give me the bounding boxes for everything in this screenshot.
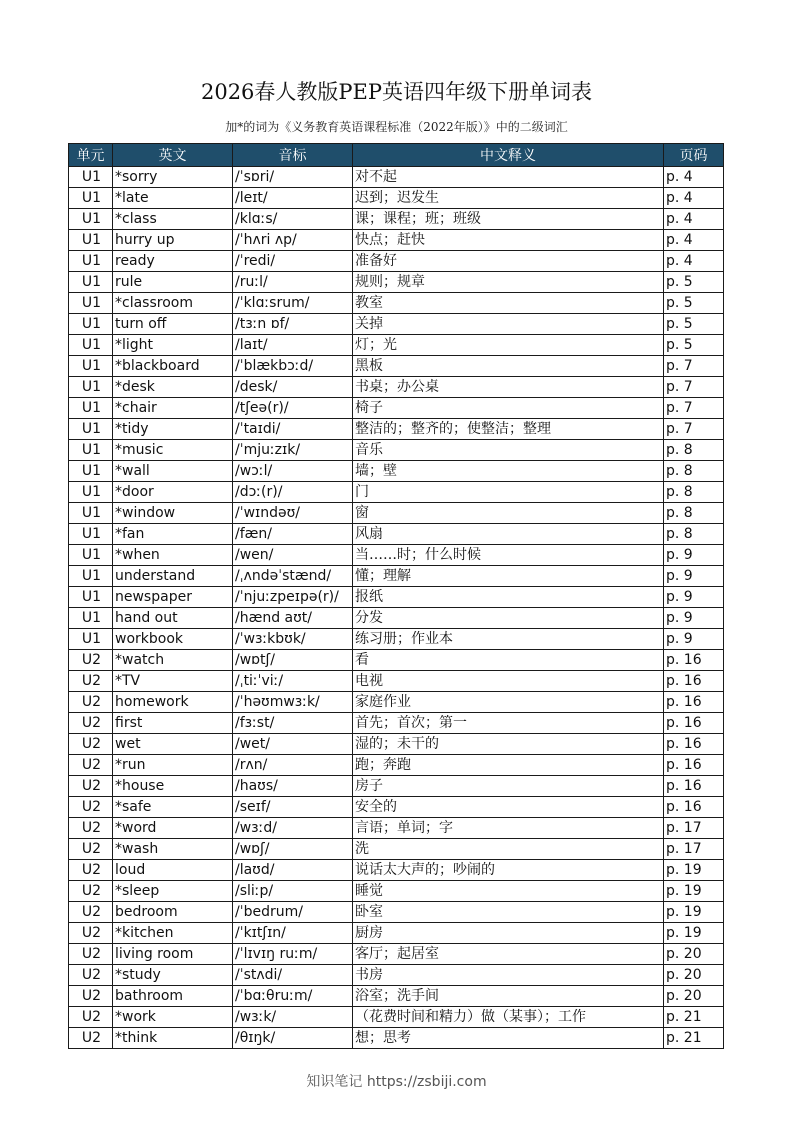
english-word-cell: rule xyxy=(113,272,233,293)
english-word-cell: *word xyxy=(113,818,233,839)
phonetic-cell: /wet/ xyxy=(233,734,353,755)
table-row xyxy=(69,734,724,755)
table-row xyxy=(69,944,724,965)
phonetic-cell: /ˈbedrum/ xyxy=(233,902,353,923)
unit-cell: U2 xyxy=(69,797,113,818)
unit-cell: U1 xyxy=(69,335,113,356)
english-word-cell: *light xyxy=(113,335,233,356)
table-row xyxy=(69,230,724,251)
english-word-cell: homework xyxy=(113,692,233,713)
page-number-cell: p. 9 xyxy=(664,545,724,566)
table-row xyxy=(69,965,724,986)
table-row xyxy=(69,293,724,314)
phonetic-cell: /ruːl/ xyxy=(233,272,353,293)
chinese-meaning-cell: （花费时间和精力）做（某事）；工作 xyxy=(353,1007,664,1028)
phonetic-cell: /ˈhəʊmwɜːk/ xyxy=(233,692,353,713)
page-number-cell: p. 8 xyxy=(664,482,724,503)
page-number-cell: p. 16 xyxy=(664,734,724,755)
english-word-cell: *classroom xyxy=(113,293,233,314)
unit-cell: U2 xyxy=(69,671,113,692)
chinese-meaning-cell: 跑；奔跑 xyxy=(353,755,664,776)
english-word-cell: newspaper xyxy=(113,587,233,608)
table-row xyxy=(69,377,724,398)
table-row xyxy=(69,188,724,209)
chinese-meaning-cell: 房子 xyxy=(353,776,664,797)
table-row xyxy=(69,398,724,419)
page-number-cell: p. 19 xyxy=(664,860,724,881)
page-number-cell: p. 7 xyxy=(664,377,724,398)
english-word-cell: wet xyxy=(113,734,233,755)
english-word-cell: *study xyxy=(113,965,233,986)
unit-cell: U2 xyxy=(69,860,113,881)
english-word-cell: *watch xyxy=(113,650,233,671)
chinese-meaning-cell: 灯；光 xyxy=(353,335,664,356)
table-row xyxy=(69,881,724,902)
unit-cell: U2 xyxy=(69,818,113,839)
phonetic-cell: /ˈtaɪdi/ xyxy=(233,419,353,440)
english-word-cell: *wash xyxy=(113,839,233,860)
chinese-meaning-cell: 门 xyxy=(353,482,664,503)
unit-cell: U2 xyxy=(69,1007,113,1028)
chinese-meaning-cell: 准备好 xyxy=(353,251,664,272)
chinese-meaning-cell: 言语；单词；字 xyxy=(353,818,664,839)
chinese-meaning-cell: 睡觉 xyxy=(353,881,664,902)
chinese-meaning-cell: 教室 xyxy=(353,293,664,314)
phonetic-cell: /ˈkɪtʃɪn/ xyxy=(233,923,353,944)
phonetic-cell: /ˈstʌdi/ xyxy=(233,965,353,986)
column-header-phonetic: 音标 xyxy=(233,144,353,167)
page-number-cell: p. 9 xyxy=(664,608,724,629)
chinese-meaning-cell: 快点；赶快 xyxy=(353,230,664,251)
column-header-english: 英文 xyxy=(113,144,233,167)
phonetic-cell: /hænd aʊt/ xyxy=(233,608,353,629)
table-row xyxy=(69,902,724,923)
vocabulary-table xyxy=(68,143,724,1049)
chinese-meaning-cell: 首先；首次；第一 xyxy=(353,713,664,734)
english-word-cell: *desk xyxy=(113,377,233,398)
english-word-cell: *run xyxy=(113,755,233,776)
unit-cell: U1 xyxy=(69,545,113,566)
table-row xyxy=(69,755,724,776)
english-word-cell: *wall xyxy=(113,461,233,482)
page-title: 2026春人教版PEP英语四年级下册单词表 xyxy=(200,80,593,104)
unit-cell: U1 xyxy=(69,503,113,524)
phonetic-cell: /klɑːs/ xyxy=(233,209,353,230)
page-number-cell: p. 4 xyxy=(664,251,724,272)
phonetic-cell: /ˈbɑːθruːm/ xyxy=(233,986,353,1007)
chinese-meaning-cell: 书桌；办公桌 xyxy=(353,377,664,398)
page-number-cell: p. 4 xyxy=(664,167,724,188)
page-number-cell: p. 8 xyxy=(664,461,724,482)
phonetic-cell: /θɪŋk/ xyxy=(233,1028,353,1049)
chinese-meaning-cell: 音乐 xyxy=(353,440,664,461)
page-number-cell: p. 4 xyxy=(664,209,724,230)
unit-cell: U2 xyxy=(69,776,113,797)
phonetic-cell: /dɔː(r)/ xyxy=(233,482,353,503)
unit-cell: U2 xyxy=(69,713,113,734)
phonetic-cell: /wɜːd/ xyxy=(233,818,353,839)
unit-cell: U1 xyxy=(69,524,113,545)
unit-cell: U1 xyxy=(69,293,113,314)
table-row xyxy=(69,335,724,356)
table-row xyxy=(69,482,724,503)
footer-watermark: 知识笔记 https://zsbiji.com xyxy=(306,1074,487,1090)
table-row xyxy=(69,461,724,482)
page-number-cell: p. 16 xyxy=(664,650,724,671)
unit-cell: U2 xyxy=(69,692,113,713)
page-number-cell: p. 9 xyxy=(664,587,724,608)
unit-cell: U1 xyxy=(69,356,113,377)
page-number-cell: p. 17 xyxy=(664,839,724,860)
english-word-cell: *think xyxy=(113,1028,233,1049)
unit-cell: U1 xyxy=(69,461,113,482)
english-word-cell: ready xyxy=(113,251,233,272)
page-number-cell: p. 7 xyxy=(664,398,724,419)
page-number-cell: p. 8 xyxy=(664,440,724,461)
page-number-cell: p. 19 xyxy=(664,881,724,902)
page-number-cell: p. 21 xyxy=(664,1028,724,1049)
unit-cell: U1 xyxy=(69,419,113,440)
unit-cell: U1 xyxy=(69,566,113,587)
phonetic-cell: /ˈblækbɔːd/ xyxy=(233,356,353,377)
english-word-cell: *kitchen xyxy=(113,923,233,944)
english-word-cell: *class xyxy=(113,209,233,230)
unit-cell: U1 xyxy=(69,482,113,503)
page-number-cell: p. 21 xyxy=(664,1007,724,1028)
chinese-meaning-cell: 整洁的；整齐的；使整洁；整理 xyxy=(353,419,664,440)
chinese-meaning-cell: 课；课程；班；班级 xyxy=(353,209,664,230)
unit-cell: U1 xyxy=(69,377,113,398)
chinese-meaning-cell: 浴室；洗手间 xyxy=(353,986,664,1007)
unit-cell: U1 xyxy=(69,230,113,251)
english-word-cell: *tidy xyxy=(113,419,233,440)
english-word-cell: *sorry xyxy=(113,167,233,188)
table-row xyxy=(69,986,724,1007)
table-body xyxy=(69,167,724,1049)
chinese-meaning-cell: 黑板 xyxy=(353,356,664,377)
table-row xyxy=(69,818,724,839)
table-row xyxy=(69,419,724,440)
english-word-cell: understand xyxy=(113,566,233,587)
phonetic-cell: /wen/ xyxy=(233,545,353,566)
chinese-meaning-cell: 看 xyxy=(353,650,664,671)
chinese-meaning-cell: 练习册；作业本 xyxy=(353,629,664,650)
phonetic-cell: /leɪt/ xyxy=(233,188,353,209)
table-row xyxy=(69,356,724,377)
table-row xyxy=(69,860,724,881)
page-number-cell: p. 8 xyxy=(664,503,724,524)
chinese-meaning-cell: 当……时；什么时候 xyxy=(353,545,664,566)
phonetic-cell: /laɪt/ xyxy=(233,335,353,356)
chinese-meaning-cell: 电视 xyxy=(353,671,664,692)
chinese-meaning-cell: 书房 xyxy=(353,965,664,986)
table-row xyxy=(69,671,724,692)
chinese-meaning-cell: 分发 xyxy=(353,608,664,629)
unit-cell: U2 xyxy=(69,986,113,1007)
chinese-meaning-cell: 对不起 xyxy=(353,167,664,188)
unit-cell: U2 xyxy=(69,650,113,671)
table-row xyxy=(69,713,724,734)
unit-cell: U1 xyxy=(69,608,113,629)
page-number-cell: p. 16 xyxy=(664,692,724,713)
phonetic-cell: /fæn/ xyxy=(233,524,353,545)
page-number-cell: p. 8 xyxy=(664,524,724,545)
chinese-meaning-cell: 安全的 xyxy=(353,797,664,818)
page-number-cell: p. 5 xyxy=(664,272,724,293)
phonetic-cell: /ˈredi/ xyxy=(233,251,353,272)
table-row xyxy=(69,608,724,629)
english-word-cell: *music xyxy=(113,440,233,461)
table-row xyxy=(69,629,724,650)
english-word-cell: *safe xyxy=(113,797,233,818)
phonetic-cell: /sliːp/ xyxy=(233,881,353,902)
page-number-cell: p. 19 xyxy=(664,923,724,944)
column-header-unit: 单元 xyxy=(69,144,113,167)
chinese-meaning-cell: 厨房 xyxy=(353,923,664,944)
table-row xyxy=(69,650,724,671)
table-row xyxy=(69,272,724,293)
page-number-cell: p. 7 xyxy=(664,356,724,377)
page-number-cell: p. 16 xyxy=(664,755,724,776)
page-number-cell: p. 7 xyxy=(664,419,724,440)
chinese-meaning-cell: 椅子 xyxy=(353,398,664,419)
phonetic-cell: /wɒʃ/ xyxy=(233,839,353,860)
english-word-cell: bathroom xyxy=(113,986,233,1007)
table-row xyxy=(69,587,724,608)
english-word-cell: loud xyxy=(113,860,233,881)
english-word-cell: turn off xyxy=(113,314,233,335)
english-word-cell: *house xyxy=(113,776,233,797)
chinese-meaning-cell: 卧室 xyxy=(353,902,664,923)
phonetic-cell: /desk/ xyxy=(233,377,353,398)
page-number-cell: p. 20 xyxy=(664,965,724,986)
table-row xyxy=(69,545,724,566)
phonetic-cell: /tʃeə(r)/ xyxy=(233,398,353,419)
phonetic-cell: /fɜːst/ xyxy=(233,713,353,734)
chinese-meaning-cell: 规则；规章 xyxy=(353,272,664,293)
unit-cell: U2 xyxy=(69,902,113,923)
unit-cell: U2 xyxy=(69,734,113,755)
phonetic-cell: /ˌʌndəˈstænd/ xyxy=(233,566,353,587)
page-number-cell: p. 16 xyxy=(664,713,724,734)
table-row xyxy=(69,524,724,545)
chinese-meaning-cell: 家庭作业 xyxy=(353,692,664,713)
page-number-cell: p. 9 xyxy=(664,629,724,650)
table-row xyxy=(69,503,724,524)
phonetic-cell: /ˈklɑːsrum/ xyxy=(233,293,353,314)
unit-cell: U1 xyxy=(69,398,113,419)
english-word-cell: first xyxy=(113,713,233,734)
phonetic-cell: /ˈsɒri/ xyxy=(233,167,353,188)
phonetic-cell: /ˈhʌri ʌp/ xyxy=(233,230,353,251)
english-word-cell: *door xyxy=(113,482,233,503)
english-word-cell: workbook xyxy=(113,629,233,650)
page-number-cell: p. 16 xyxy=(664,797,724,818)
unit-cell: U2 xyxy=(69,923,113,944)
phonetic-cell: /seɪf/ xyxy=(233,797,353,818)
unit-cell: U2 xyxy=(69,839,113,860)
table-row xyxy=(69,167,724,188)
table-row xyxy=(69,923,724,944)
table-header-row xyxy=(69,144,724,167)
phonetic-cell: /ˈwɪndəʊ/ xyxy=(233,503,353,524)
phonetic-cell: /wɜːk/ xyxy=(233,1007,353,1028)
page-number-cell: p. 17 xyxy=(664,818,724,839)
english-word-cell: hand out xyxy=(113,608,233,629)
page-number-cell: p. 4 xyxy=(664,188,724,209)
phonetic-cell: /ˈwɜːkbʊk/ xyxy=(233,629,353,650)
chinese-meaning-cell: 想；思考 xyxy=(353,1028,664,1049)
phonetic-cell: /laʊd/ xyxy=(233,860,353,881)
unit-cell: U2 xyxy=(69,881,113,902)
chinese-meaning-cell: 懂；理解 xyxy=(353,566,664,587)
english-word-cell: *sleep xyxy=(113,881,233,902)
phonetic-cell: /tɜːn ɒf/ xyxy=(233,314,353,335)
unit-cell: U1 xyxy=(69,440,113,461)
english-word-cell: bedroom xyxy=(113,902,233,923)
english-word-cell: *TV xyxy=(113,671,233,692)
page-number-cell: p. 5 xyxy=(664,293,724,314)
phonetic-cell: /rʌn/ xyxy=(233,755,353,776)
page-number-cell: p. 5 xyxy=(664,335,724,356)
table-row xyxy=(69,440,724,461)
english-word-cell: *blackboard xyxy=(113,356,233,377)
unit-cell: U1 xyxy=(69,188,113,209)
chinese-meaning-cell: 客厅；起居室 xyxy=(353,944,664,965)
english-word-cell: hurry up xyxy=(113,230,233,251)
table-row xyxy=(69,776,724,797)
unit-cell: U1 xyxy=(69,167,113,188)
table-row xyxy=(69,566,724,587)
english-word-cell: *window xyxy=(113,503,233,524)
page-number-cell: p. 5 xyxy=(664,314,724,335)
table-row xyxy=(69,839,724,860)
column-header-page: 页码 xyxy=(664,144,724,167)
page-number-cell: p. 4 xyxy=(664,230,724,251)
table-row xyxy=(69,1007,724,1028)
english-word-cell: living room xyxy=(113,944,233,965)
unit-cell: U1 xyxy=(69,314,113,335)
phonetic-cell: /ˈlɪvɪŋ ruːm/ xyxy=(233,944,353,965)
english-word-cell: *chair xyxy=(113,398,233,419)
unit-cell: U2 xyxy=(69,755,113,776)
english-word-cell: *late xyxy=(113,188,233,209)
chinese-meaning-cell: 报纸 xyxy=(353,587,664,608)
phonetic-cell: /ˌtiːˈviː/ xyxy=(233,671,353,692)
english-word-cell: *work xyxy=(113,1007,233,1028)
chinese-meaning-cell: 窗 xyxy=(353,503,664,524)
table-row xyxy=(69,1028,724,1049)
phonetic-cell: /haʊs/ xyxy=(233,776,353,797)
chinese-meaning-cell: 说话太大声的；吵闹的 xyxy=(353,860,664,881)
table-row xyxy=(69,251,724,272)
chinese-meaning-cell: 迟到；迟发生 xyxy=(353,188,664,209)
unit-cell: U2 xyxy=(69,1028,113,1049)
unit-cell: U1 xyxy=(69,587,113,608)
unit-cell: U1 xyxy=(69,272,113,293)
phonetic-cell: /wɔːl/ xyxy=(233,461,353,482)
page-number-cell: p. 20 xyxy=(664,986,724,1007)
table-row xyxy=(69,209,724,230)
unit-cell: U2 xyxy=(69,944,113,965)
unit-cell: U2 xyxy=(69,965,113,986)
chinese-meaning-cell: 关掉 xyxy=(353,314,664,335)
phonetic-cell: /ˈmjuːzɪk/ xyxy=(233,440,353,461)
page-number-cell: p. 16 xyxy=(664,776,724,797)
page-number-cell: p. 16 xyxy=(664,671,724,692)
unit-cell: U1 xyxy=(69,251,113,272)
page-number-cell: p. 19 xyxy=(664,902,724,923)
page-number-cell: p. 20 xyxy=(664,944,724,965)
table-row xyxy=(69,692,724,713)
page-subtitle: 加*的词为《义务教育英语课程标准（2022年版）》中的二级词汇 xyxy=(225,120,568,134)
column-header-chinese: 中文释义 xyxy=(353,144,664,167)
chinese-meaning-cell: 洗 xyxy=(353,839,664,860)
chinese-meaning-cell: 风扇 xyxy=(353,524,664,545)
table-row xyxy=(69,797,724,818)
phonetic-cell: /ˈnjuːzpeɪpə(r)/ xyxy=(233,587,353,608)
page-number-cell: p. 9 xyxy=(664,566,724,587)
table-row xyxy=(69,314,724,335)
phonetic-cell: /wɒtʃ/ xyxy=(233,650,353,671)
chinese-meaning-cell: 湿的；未干的 xyxy=(353,734,664,755)
english-word-cell: *fan xyxy=(113,524,233,545)
unit-cell: U1 xyxy=(69,209,113,230)
chinese-meaning-cell: 墙；壁 xyxy=(353,461,664,482)
unit-cell: U1 xyxy=(69,629,113,650)
english-word-cell: *when xyxy=(113,545,233,566)
